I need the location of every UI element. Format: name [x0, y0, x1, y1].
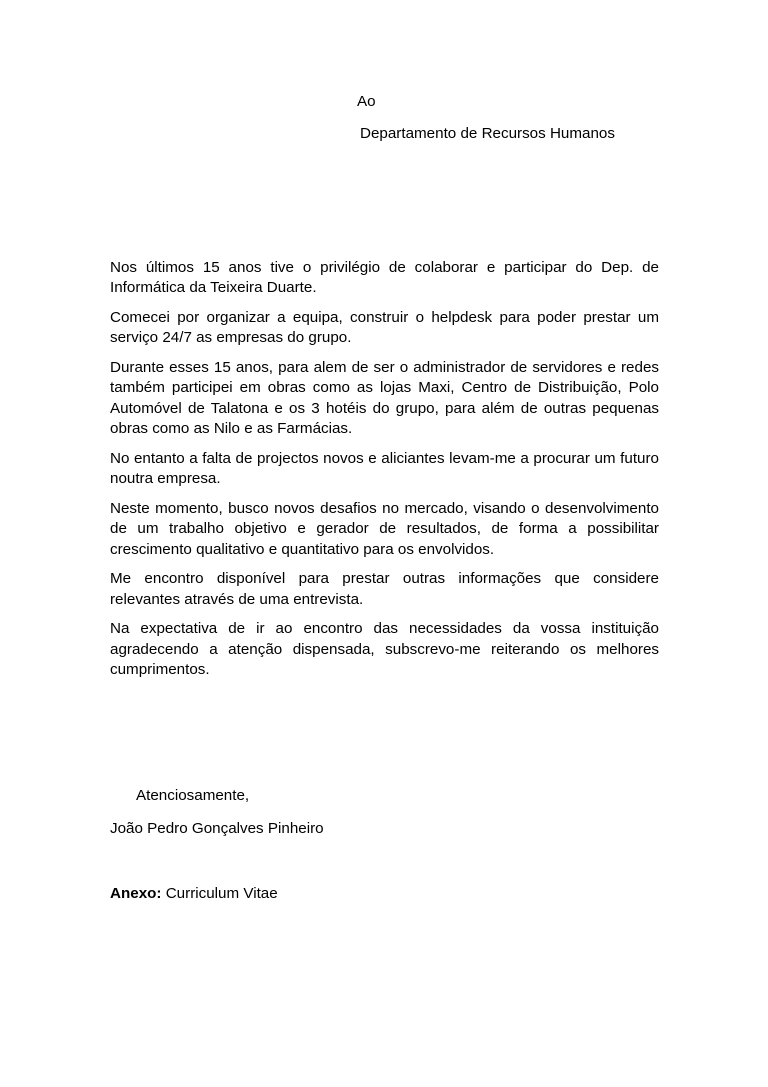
signature-name: João Pedro Gonçalves Pinheiro: [110, 820, 324, 837]
closing-line: Atenciosamente,: [136, 787, 250, 804]
annex-label: Anexo:: [110, 885, 162, 902]
letter-body: [110, 258, 659, 690]
recipient-department: Departamento de Recursos Humanos: [360, 125, 615, 142]
body-paragraph: Comecei por organizar a equipa, construir o helpdesk para poder prestar um serviço 24/7 as empresas do grupo.: [110, 309, 659, 347]
body-paragraph: Me encontro disponível para prestar outras informações que considere relevantes através de uma entrevista.: [110, 570, 659, 608]
body-paragraph: Durante esses 15 anos, para alem de ser o administrador de servidores e redes também participei em obras como as lojas Maxi, Centro de Distribuição, Polo Automóvel de Talatona e os 3 hotéis do grupo, para além de outras pequenas obras como as Nilo e as Farmácias.: [110, 359, 659, 438]
annex-value: Curriculum Vitae: [165, 885, 278, 902]
body-paragraph: Neste momento, busco novos desafios no mercado, visando o desenvolvimento de um trabalho objetivo e gerador de resultados, de forma a possibilitar crescimento qualitativo e quantitativo para os envolvidos.: [110, 499, 659, 558]
annex-line: [110, 884, 278, 904]
body-paragraph: No entanto a falta de projectos novos e aliciantes levam-me a procurar um futuro noutra empresa.: [110, 449, 659, 488]
body-paragraph: Nos últimos 15 anos tive o privilégio de colaborar e participar do Dep. de Informática da Teixeira Duarte.: [110, 259, 659, 297]
recipient-salutation: Ao: [357, 93, 376, 110]
body-paragraph: Na expectativa de ir ao encontro das necessidades da vossa instituição agradecendo a atenção dispensada, subscrevo-me reiterando os melhores cumprimentos.: [110, 620, 659, 679]
